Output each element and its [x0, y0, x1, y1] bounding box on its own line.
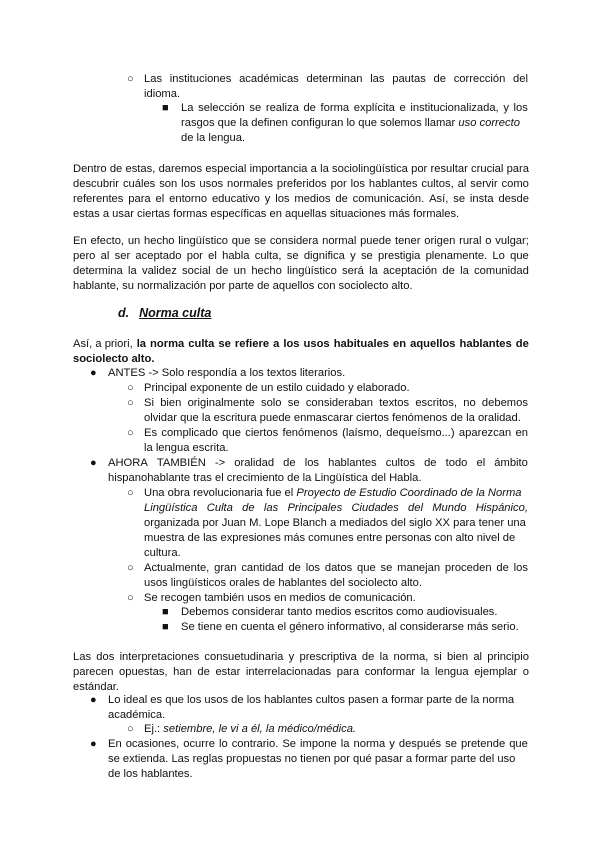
list-item-line: se extienda. Las reglas propuestas no tienen por qué pasar a formar parte del uso [108, 753, 516, 765]
word: Actualmente, [144, 562, 210, 574]
list-item-line: Lo ideal es que los usos de los hablantes cultos pasen a formar parte de la norma [108, 694, 515, 706]
word: se [453, 193, 466, 205]
word: pero [73, 250, 96, 262]
word: si [433, 651, 442, 663]
word: los [181, 178, 196, 190]
word: y [389, 738, 395, 750]
filled-circle-bullet-icon: ● [90, 738, 97, 750]
word: en [393, 338, 407, 350]
word: o [522, 666, 529, 678]
word: al [473, 651, 483, 663]
word: para [506, 163, 529, 175]
word: estas, [125, 163, 156, 175]
list-item-line: organizada por Juan M. Lope Blanch a mediados del siglo XX para tener una [144, 517, 526, 529]
word: aquellos [410, 338, 456, 350]
word: complicado [161, 427, 218, 439]
word: Ciudades [351, 502, 399, 514]
word: sociolingüística [332, 163, 408, 175]
word: Mundo [432, 502, 467, 514]
list-item-line: Principal exponente de un estilo cuidado y elaborado. [144, 382, 410, 394]
word: que [222, 427, 241, 439]
list-item-line: hispanohablante tras el crecimiento de la Lingüística del Habla. [108, 472, 422, 484]
word: los [305, 562, 321, 574]
word: (laísmo, [342, 427, 382, 439]
word: como [501, 178, 529, 190]
word: pretende [461, 738, 506, 750]
word: hablantes [368, 178, 418, 190]
text-run: rasgos que la definen configuran lo que solemos llamar [181, 117, 456, 129]
word: se [380, 562, 393, 574]
filled-circle-bullet-icon: ● [90, 457, 97, 469]
word: por [411, 163, 428, 175]
word: interpretaciones [119, 651, 200, 663]
word: los [513, 102, 528, 114]
word: originalmente [187, 397, 255, 409]
word: para [336, 666, 360, 678]
word: al [100, 250, 110, 262]
word: del [408, 502, 423, 514]
word: ocasiones, [125, 738, 180, 750]
word: se [360, 250, 373, 262]
word: bien [446, 651, 469, 663]
word: cantidad [241, 562, 284, 574]
word: de [515, 338, 529, 350]
list-item-line: idioma. [144, 88, 181, 100]
italic-title: Proyecto de Estudio Coordinado de la Norma [296, 487, 522, 499]
word: aparezcan [458, 427, 512, 439]
word: todo [445, 457, 468, 469]
text-run: Ej.: [144, 723, 161, 735]
word: académicas [239, 73, 299, 85]
word: rural [459, 235, 482, 247]
hollow-circle-bullet-icon: ○ [127, 562, 134, 574]
word: lo [218, 738, 228, 750]
list-item-line: Debemos considerar tanto medios escritos como audiovisuales. [181, 606, 498, 618]
square-bullet-icon: ■ [162, 102, 169, 114]
word: gran [214, 562, 237, 574]
word: que [231, 235, 251, 247]
word: al [457, 178, 467, 190]
word: la [379, 651, 389, 663]
word: e [399, 102, 406, 114]
word: lingüístico [287, 265, 337, 277]
list-item-line [108, 737, 528, 752]
list-item-line [144, 72, 528, 87]
word: de [361, 651, 375, 663]
section-title: Norma culta [139, 306, 212, 320]
word: ocurre [183, 738, 215, 750]
square-bullet-icon: ■ [162, 606, 169, 618]
word: será [342, 265, 364, 277]
word: consideraban [305, 397, 373, 409]
paragraph-line [73, 249, 529, 264]
word: dignifica [303, 250, 345, 262]
word: plenamente. [425, 250, 488, 262]
word: debemos [481, 397, 528, 409]
word: resultar [430, 163, 468, 175]
word: la [460, 265, 469, 277]
filled-circle-bullet-icon: ● [90, 367, 97, 379]
word: solo [260, 397, 282, 409]
list-item-line: académica. [108, 709, 166, 721]
word: se [218, 338, 231, 350]
word: prescriptiva [299, 651, 357, 663]
word: tener [394, 235, 421, 247]
word: Culta [206, 502, 233, 514]
word: desde [498, 193, 529, 205]
word: -> [214, 457, 226, 469]
list-item-line: usos lingüísticos orales de hablantes del sociolecto alto. [144, 577, 422, 589]
word: de [303, 102, 316, 114]
word: la [420, 666, 430, 678]
list-item-line: Se recogen también usos en medios de comunicación. [144, 592, 416, 604]
list-item-line: cultura. [144, 547, 181, 559]
word: los [513, 562, 528, 574]
word: parecen [73, 666, 114, 678]
word: Lingüística [144, 502, 198, 514]
hollow-circle-bullet-icon: ○ [127, 427, 134, 439]
word: ciertos [245, 427, 279, 439]
word: La [181, 102, 194, 114]
italic-term: uso correcto [458, 117, 520, 129]
word: manejan [397, 562, 441, 574]
word: lengua [435, 666, 469, 678]
word: Las [73, 651, 92, 663]
list-item-line [144, 426, 528, 441]
word: por [186, 250, 203, 262]
word: culta [188, 338, 215, 350]
word: un [233, 265, 247, 277]
text-run: Una obra revolucionaria fue el [144, 487, 294, 499]
word: usos [303, 338, 330, 350]
paragraph-line [73, 192, 529, 207]
word: cuáles [122, 178, 156, 190]
word: educativo [211, 193, 260, 205]
word: y [503, 102, 509, 114]
hollow-circle-bullet-icon: ○ [127, 382, 134, 394]
word: Las [144, 73, 163, 85]
word: la [369, 265, 378, 277]
word: medios [294, 193, 331, 205]
list-item-line [144, 486, 522, 501]
word: de [197, 666, 210, 678]
word: y [264, 193, 271, 205]
word: usos [199, 178, 224, 190]
word: de [424, 457, 437, 469]
word: bien [160, 397, 182, 409]
word: se [445, 738, 457, 750]
paragraph-line [73, 162, 529, 177]
list-item-line: de los hablantes. [108, 768, 193, 780]
word: vulgar; [495, 235, 529, 247]
square-bullet-icon: ■ [162, 621, 169, 633]
word: realiza [265, 102, 299, 114]
word: el [155, 193, 165, 205]
word: importancia [249, 163, 308, 175]
filled-circle-bullet-icon: ● [90, 694, 97, 706]
word: Así, [429, 193, 449, 205]
word: han [173, 666, 192, 678]
word: y [288, 651, 295, 663]
list-item-line [144, 501, 528, 516]
word: habituales [333, 338, 390, 350]
word: preferidos [276, 178, 327, 190]
word: para [128, 193, 151, 205]
word: entorno [169, 193, 208, 205]
word: conformar [364, 666, 416, 678]
word: se [254, 235, 267, 247]
word: de [442, 265, 455, 277]
word: lingüístico [178, 235, 229, 247]
word: ejemplar [474, 666, 518, 678]
word: los [350, 178, 365, 190]
hollow-circle-bullet-icon: ○ [127, 592, 134, 604]
word: determinan [306, 73, 363, 85]
word: insta [469, 193, 494, 205]
word: Principales [287, 502, 343, 514]
word: la [128, 265, 137, 277]
word: o [485, 235, 492, 247]
word: se [249, 102, 262, 114]
paragraph-line [73, 264, 529, 279]
word: cultos [385, 457, 415, 469]
list-item-line: la lengua escrita. [144, 442, 229, 454]
word: Dentro [73, 163, 107, 175]
word: hablantes [459, 338, 512, 350]
paragraph-line [73, 337, 529, 352]
word: de [288, 562, 301, 574]
list-item-line [108, 456, 528, 471]
list-item-line: olvidar que la escritura puede enmascarar ciertos fenómenos de la oralidad. [144, 412, 521, 424]
word: En [73, 235, 87, 247]
word: pautas [392, 73, 426, 85]
word: ámbito [494, 457, 528, 469]
word: escritos, [415, 397, 457, 409]
word: culta, [254, 250, 282, 262]
word: datos [324, 562, 353, 574]
word: el [208, 250, 217, 262]
word: opuestas, [119, 666, 168, 678]
word: efecto, [90, 235, 125, 247]
word: AHORA [108, 457, 148, 469]
word: cultos, [421, 178, 454, 190]
word: por [330, 178, 347, 190]
word: la [320, 163, 329, 175]
word: especial [205, 163, 247, 175]
word: comunicación. [352, 193, 425, 205]
paragraph-line [73, 665, 529, 680]
section-heading [118, 304, 211, 322]
word: de [242, 502, 255, 514]
word: en [515, 427, 528, 439]
word: de [496, 562, 509, 574]
word: servir [470, 178, 498, 190]
word: ser [114, 250, 131, 262]
word: los [283, 338, 300, 350]
word: consuetudinaria [204, 651, 284, 663]
word: un [127, 235, 141, 247]
word: los [304, 457, 320, 469]
word: forma [320, 102, 350, 114]
word: normal [322, 235, 357, 247]
word: refiere [234, 338, 270, 350]
paragraph-line [73, 177, 529, 192]
word: estar [215, 666, 241, 678]
word: origen [424, 235, 456, 247]
word: hecho [251, 265, 282, 277]
word: de [335, 193, 348, 205]
paragraph-line: estándar. [73, 681, 120, 693]
list-item-line [181, 116, 520, 131]
list-item-line [144, 561, 528, 576]
paragraph-line [73, 650, 529, 665]
word: las [370, 73, 385, 85]
word: Hispánico, [475, 502, 528, 514]
word: fenómenos [282, 427, 338, 439]
paragraph-line [73, 234, 529, 249]
word: los [275, 193, 290, 205]
word: habla [222, 250, 250, 262]
word: hecho [144, 235, 175, 247]
word: normales [226, 178, 273, 190]
bold-text-run [137, 337, 529, 352]
word: aceptado [135, 250, 182, 262]
word: aceptación [383, 265, 438, 277]
word: que [357, 562, 376, 574]
word: a [273, 338, 280, 350]
section-letter: d. [118, 306, 130, 320]
word: contrario. [231, 738, 279, 750]
list-item-line [144, 722, 356, 737]
word: crucial [471, 163, 504, 175]
word: prestigia [378, 250, 421, 262]
italic-examples: setiembre, le vi a él, la médico/médica. [163, 723, 357, 735]
word: de [215, 265, 229, 277]
word: Si [144, 397, 154, 409]
word: daremos [158, 163, 203, 175]
word: Lo [492, 250, 505, 262]
word: de [109, 163, 123, 175]
word: En [108, 738, 122, 750]
word: después [398, 738, 442, 750]
word: el [476, 457, 486, 469]
word: interrelacionadas [245, 666, 332, 678]
word: del [513, 73, 528, 85]
word: impone [300, 738, 337, 750]
list-item-line: Se tiene en cuenta el género informativo, al considerarse más serio. [181, 621, 519, 633]
paragraph-line: estas a usar ciertas formas específicas en aquellas situaciones más formales. [73, 208, 460, 220]
word: de [283, 457, 296, 469]
word: la [136, 338, 147, 350]
text-run: Así, a priori, [73, 338, 133, 350]
word: social [182, 265, 211, 277]
list-item-line [144, 396, 528, 411]
hollow-circle-bullet-icon: ○ [127, 73, 134, 85]
hollow-circle-bullet-icon: ○ [127, 487, 134, 499]
word: puede [360, 235, 392, 247]
hollow-circle-bullet-icon: ○ [127, 397, 134, 409]
word: referentes [73, 193, 124, 205]
word: oralidad [234, 457, 275, 469]
list-item-line: muestra de las expresiones más comunes entre personas con alto nivel de [144, 532, 516, 544]
word: descubrir [73, 178, 120, 190]
word: a [310, 163, 317, 175]
word: corrección [453, 73, 506, 85]
word: de [433, 73, 446, 85]
hollow-circle-bullet-icon: ○ [127, 723, 134, 735]
word: norma, [393, 651, 429, 663]
list-item-line: de la lengua. [181, 132, 246, 144]
word: las [263, 502, 279, 514]
word: no [463, 397, 476, 409]
word: TAMBIÉN [156, 457, 206, 469]
word: dos [96, 651, 115, 663]
word: textos [379, 397, 410, 409]
word: se [286, 250, 299, 262]
word: dequeísmo...) [386, 427, 455, 439]
word: Es [144, 427, 158, 439]
word: considera [269, 235, 319, 247]
word: comunidad [474, 265, 529, 277]
word: Se [282, 738, 297, 750]
word: norma [150, 338, 185, 350]
word: selección [198, 102, 245, 114]
word: se [287, 397, 300, 409]
word: institucionalizada, [410, 102, 499, 114]
word: principio [487, 651, 529, 663]
word: norma [353, 738, 386, 750]
paragraph-line: sociolecto alto. [73, 353, 155, 365]
word: proceden [444, 562, 492, 574]
word: son [159, 178, 178, 190]
word: determina [73, 265, 123, 277]
list-item-line: ANTES -> Solo respondía a los textos literarios. [108, 367, 346, 379]
word: que [509, 738, 528, 750]
word: hablantes [328, 457, 377, 469]
word: validez [141, 265, 177, 277]
word: y [350, 250, 356, 262]
word: la [340, 738, 350, 750]
paragraph-line: hablante, su normalización por parte de aquellos con sociolecto alto. [73, 280, 413, 292]
word: que [510, 250, 529, 262]
list-item-line [181, 101, 528, 116]
word: explícita [353, 102, 395, 114]
word: instituciones [169, 73, 232, 85]
